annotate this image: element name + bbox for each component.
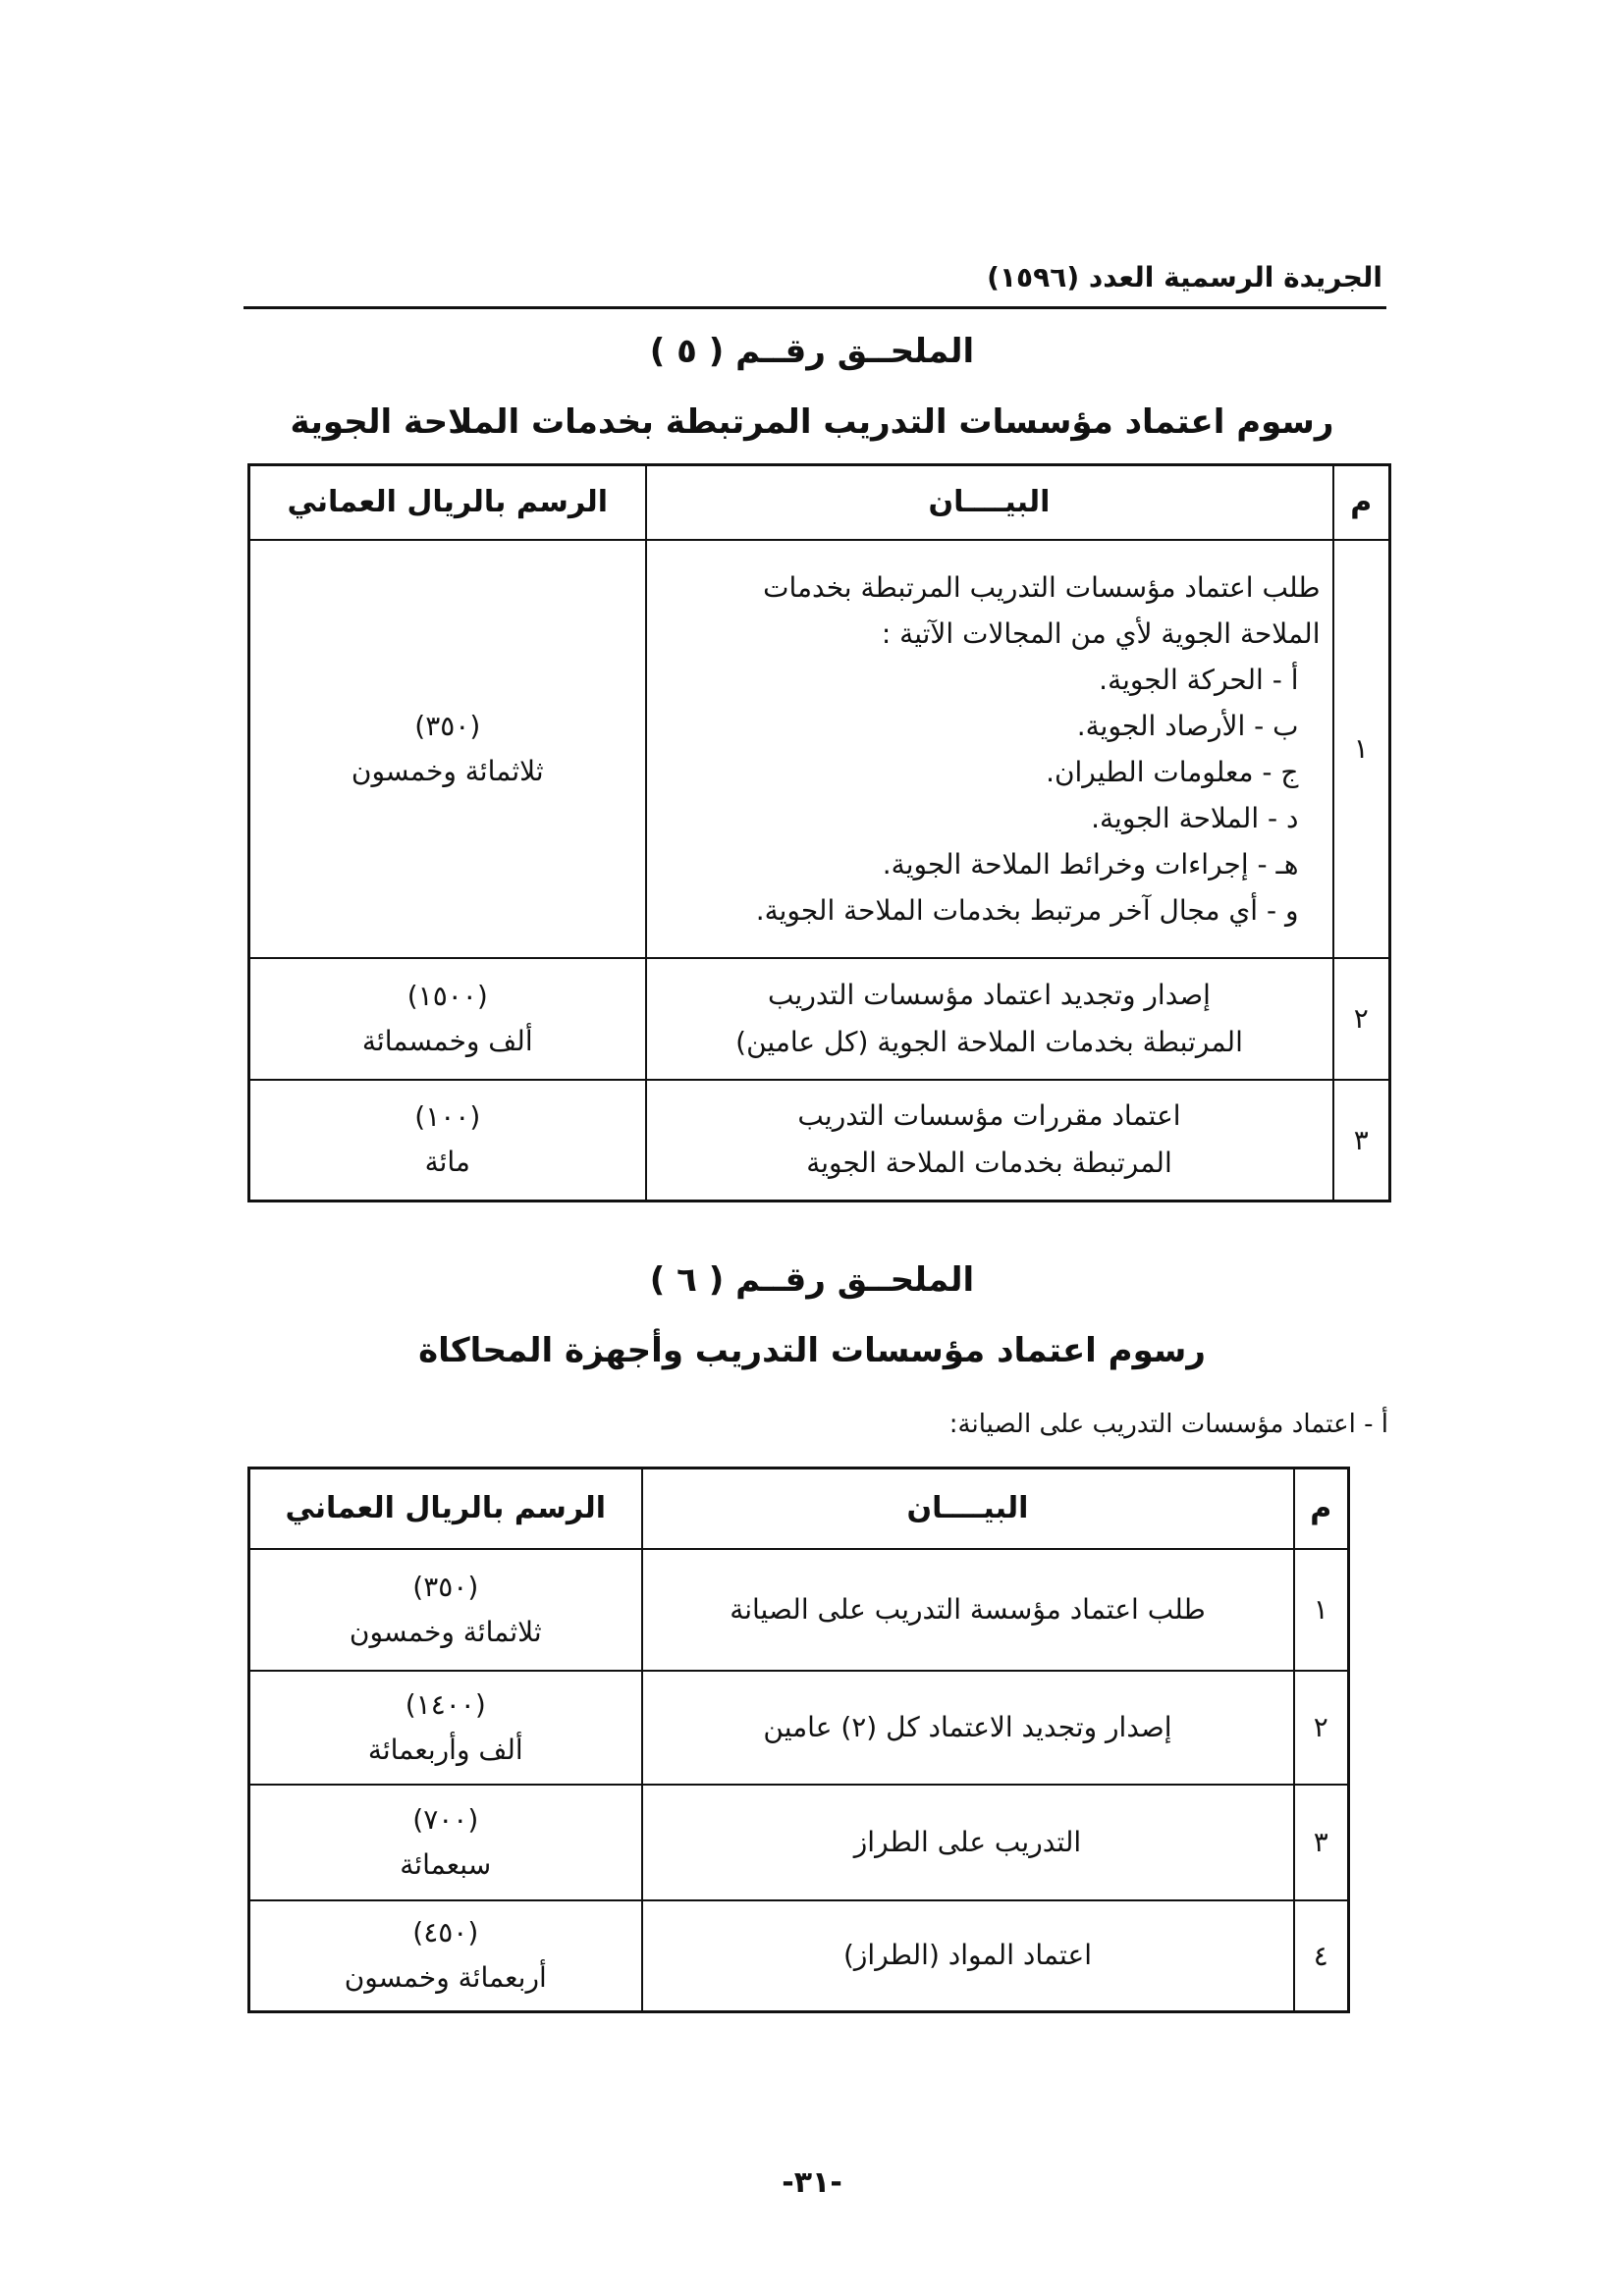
description-line: المرتبطة بخدمات الملاحة الجوية (كل عامين)	[735, 1025, 1243, 1058]
row-fee	[249, 1785, 642, 1900]
annex-6-fee-table	[247, 1467, 1350, 2013]
row-number: ١	[1294, 1549, 1349, 1671]
row-description: طلب اعتماد مؤسسة التدريب على الصيانة	[642, 1549, 1294, 1671]
list-item: ب - الأرصاد الجوية.	[1076, 709, 1299, 742]
row-fee	[249, 1671, 642, 1785]
fee-words: أربعمائة وخمسون	[344, 1961, 547, 1995]
fee-words: سبعمائة	[400, 1847, 492, 1881]
row-description	[646, 540, 1333, 958]
column-header-number: م	[1294, 1468, 1349, 1549]
table-row	[249, 540, 1390, 958]
description-line: المرتبطة بخدمات الملاحة الجوية	[806, 1147, 1172, 1180]
description-line: طلب اعتماد مؤسسات التدريب المرتبطة بخدمات	[763, 570, 1321, 604]
table-row	[249, 1080, 1390, 1201]
fee-number: (١٤٠٠)	[405, 1687, 486, 1721]
row-number: ١	[1333, 540, 1390, 958]
column-header-description: البيــــان	[646, 465, 1333, 540]
annex-6-subtitle: رسوم اعتماد مؤسسات التدريب وأجهزة المحاكاة	[418, 1331, 1206, 1370]
annex-5-subtitle: رسوم اعتماد مؤسسات التدريب المرتبطة بخدمات الملاحة الجوية	[290, 402, 1334, 442]
table-row	[249, 1785, 1349, 1900]
fee-number: (٣٥٠)	[414, 709, 481, 742]
section-label: أ - اعتماد مؤسسات التدريب على الصيانة:	[948, 1410, 1388, 1439]
row-fee	[249, 540, 646, 958]
fee-words: ثلاثمائة وخمسون	[349, 1615, 542, 1648]
header-divider	[244, 306, 1386, 309]
annex-6-title: الملحــق رقــم ( ٦ )	[649, 1260, 975, 1300]
list-item: د - الملاحة الجوية.	[1091, 801, 1299, 834]
row-number: ٣	[1333, 1080, 1390, 1201]
table-row	[249, 958, 1390, 1080]
fee-number: (٧٠٠)	[412, 1802, 479, 1836]
description-line: الملاحة الجوية لأي من المجالات الآتية :	[881, 616, 1321, 650]
gazette-title: الجريدة الرسمية العدد (١٥٩٦)	[987, 261, 1382, 294]
fee-words: ألف وخمسمائة	[361, 1024, 533, 1057]
table-header-row	[249, 465, 1390, 540]
list-item: هـ - إجراءات وخرائط الملاحة الجوية.	[882, 847, 1299, 881]
row-number: ٤	[1294, 1900, 1349, 2012]
page-number: -٣١-	[782, 2165, 842, 2200]
row-number: ٢	[1333, 958, 1390, 1080]
row-description: التدريب على الطراز	[642, 1785, 1294, 1900]
fee-words: ألف وأربعمائة	[367, 1733, 523, 1766]
row-description	[646, 958, 1333, 1080]
row-fee	[249, 1549, 642, 1671]
list-item: ج - معلومات الطيران.	[1046, 755, 1299, 788]
row-fee	[249, 1080, 646, 1201]
fee-number: (١٠٠)	[414, 1100, 481, 1134]
fee-number: (٤٥٠)	[412, 1916, 479, 1949]
column-header-number: م	[1333, 465, 1390, 540]
table-header-row	[249, 1468, 1349, 1549]
description-line: اعتماد مقررات مؤسسات التدريب	[797, 1099, 1181, 1133]
description-line: إصدار وتجديد اعتماد مؤسسات التدريب	[768, 978, 1211, 1011]
list-item: أ - الحركة الجوية.	[1099, 663, 1299, 696]
row-number: ٢	[1294, 1671, 1349, 1785]
column-header-description: البيــــان	[642, 1468, 1294, 1549]
fee-number: (١٥٠٠)	[406, 979, 488, 1012]
row-description	[646, 1080, 1333, 1201]
row-fee	[249, 1900, 642, 2012]
table-row	[249, 1671, 1349, 1785]
table-row	[249, 1900, 1349, 2012]
row-description: إصدار وتجديد الاعتماد كل (٢) عامين	[642, 1671, 1294, 1785]
row-fee	[249, 958, 646, 1080]
annex-5-fee-table	[247, 463, 1391, 1202]
fee-number: (٣٥٠)	[412, 1570, 479, 1603]
row-description: اعتماد المواد (الطراز)	[642, 1900, 1294, 2012]
annex-5-title: الملحــق رقــم ( ٥ )	[649, 332, 975, 371]
page-header	[247, 261, 1382, 303]
row-number: ٣	[1294, 1785, 1349, 1900]
list-item: و - أي مجال آخر مرتبط بخدمات الملاحة الجوية.	[755, 893, 1299, 927]
column-header-fee: الرسم بالريال العماني	[249, 1468, 642, 1549]
column-header-fee: الرسم بالريال العماني	[249, 465, 646, 540]
fee-words: ثلاثمائة وخمسون	[351, 754, 544, 787]
fee-words: مائة	[424, 1146, 470, 1179]
table-row	[249, 1549, 1349, 1671]
